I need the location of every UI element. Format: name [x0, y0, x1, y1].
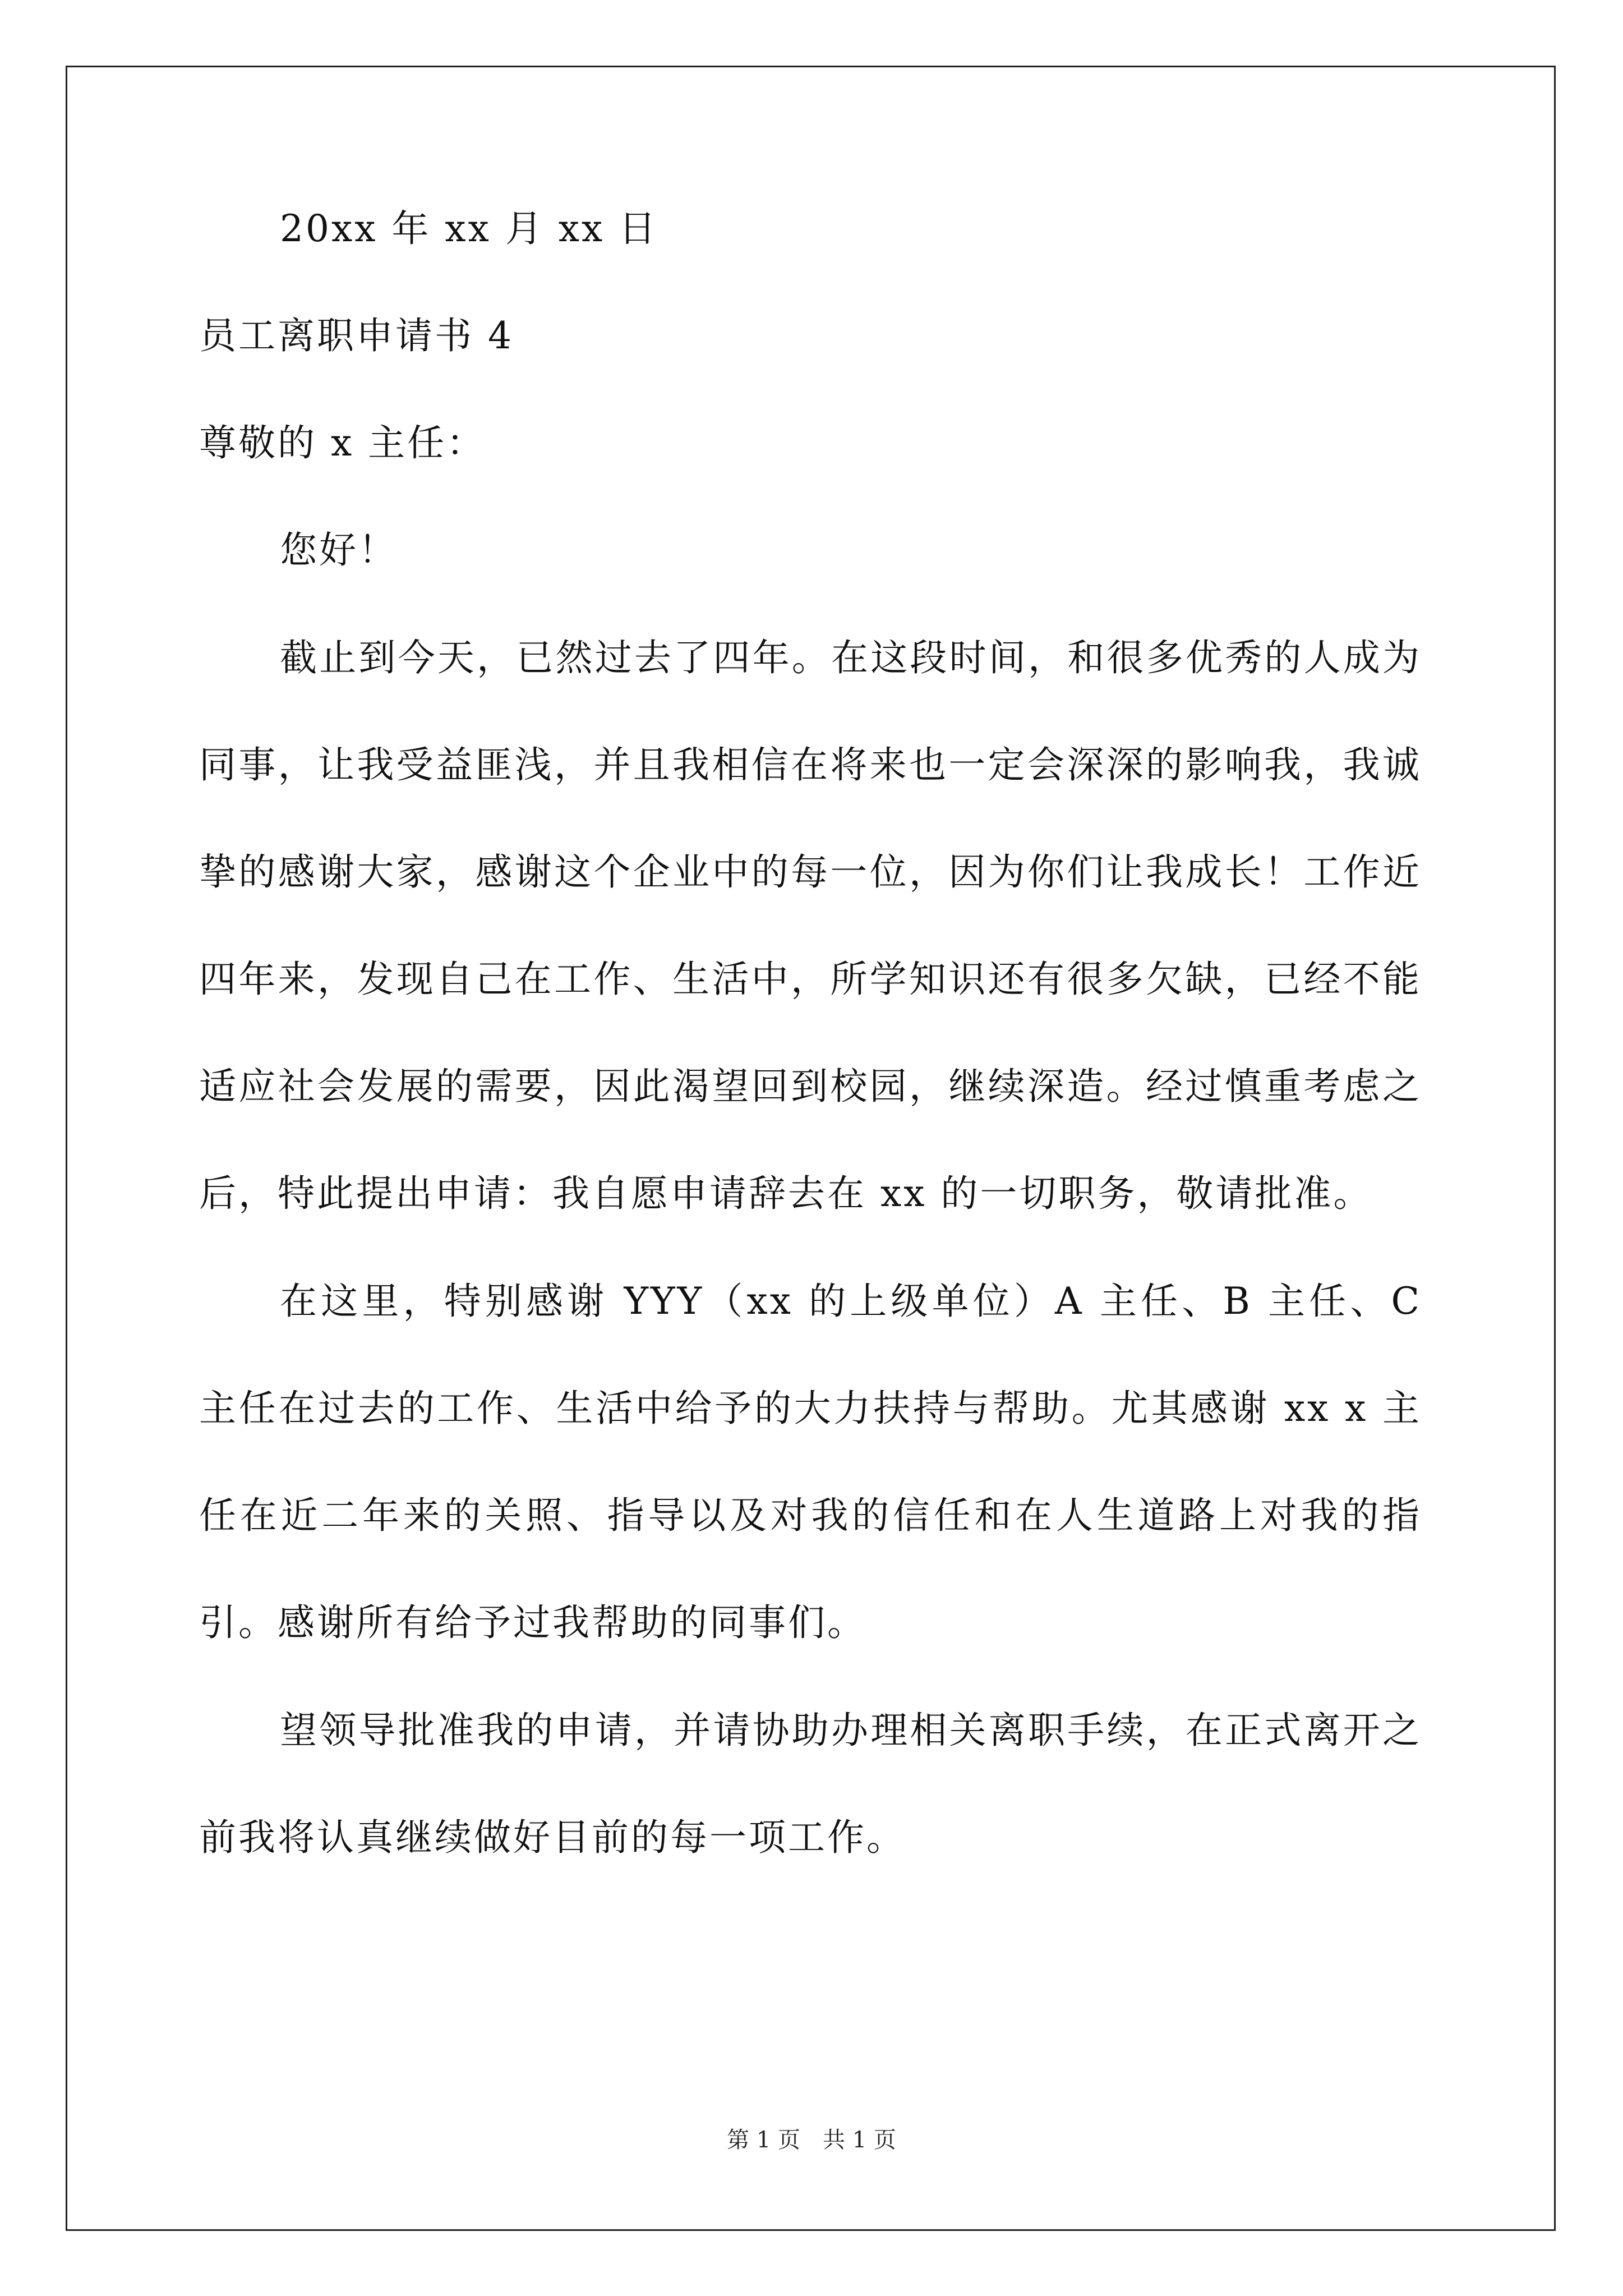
greeting: 您好！: [280, 528, 398, 572]
page-number: 第 1 页 共 1 页: [727, 2127, 896, 2153]
salutation: 尊敬的 x 主任：: [199, 421, 486, 464]
document-date: 20xx 年 xx 月 xx 日: [280, 207, 658, 250]
body-paragraph: 在这里，特别感谢 YYY（xx 的上级单位）A 主任、B 主任、C 主任在过去的工作、生活中给予的大力扶持与帮助。尤其感谢 xx x 主任在近二年来的关照、指导以及对我的信任和在人生道路上对我的指引。感谢所有给予过我帮助的同事们。: [199, 1280, 1422, 1644]
document-body: [199, 207, 1422, 1926]
document-title: 员工离职申请书 4: [199, 314, 514, 357]
body-paragraph: 截止到今天，已然过去了四年。在这段时间，和很多优秀的人成为同事，让我受益匪浅，并且我相信在将来也一定会深深的影响我，我诚挚的感谢大家，感谢这个企业中的每一位，因为你们让我成长！工作近四年来，发现自己在工作、生活中，所学知识还有很多欠缺，已经不能适应社会发展的需要，因此渴望回到校园，继续深造。经过慎重考虑之后，特此提出申请：我自愿申请辞去在 xx 的一切职务，敬请批准。: [199, 636, 1422, 1215]
body-paragraph: 望领导批准我的申请，并请协助办理相关离职手续，在正式离开之前我将认真继续做好目前的每一项工作。: [199, 1709, 1422, 1859]
